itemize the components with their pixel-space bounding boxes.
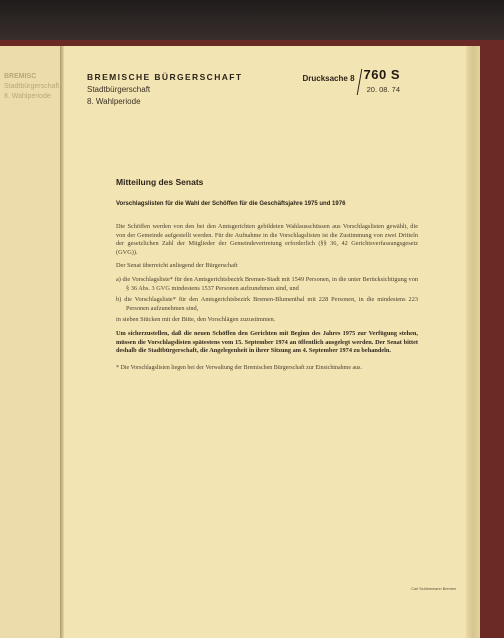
footnote: * Die Vorschlagslisten liegen bei der Verwaltung der Bremischen Bürgerschaft zur Einsichtnahme aus.	[116, 364, 362, 371]
letterhead	[87, 72, 242, 106]
list-item: b) die Vorschlagsliste* für den Amtsgerichtsbezirk Bremen-Blumenthal mit 228 Personen, in die mindestens 223 Personen aufzunehmen sind,	[116, 296, 418, 312]
list-item: a) die Vorschlagsliste* für den Amtsgerichtsbezirk Bremen-Stadt mit 1549 Personen, in die unter Berücksichtigung von § 36 Abs. 3 GVG mindestens 1537 Personen aufzunehmen sind, und	[116, 275, 418, 292]
ghost-text-org: BREMISC	[4, 73, 37, 80]
printer-imprint: Carl Schünemann Bremen	[411, 587, 456, 591]
document-number-block	[302, 67, 400, 95]
ghost-text-period: 8. Wahlperiode	[4, 93, 51, 100]
document-date: 20. 08. 74	[366, 85, 400, 94]
document-title: Mitteilung des Senats	[116, 177, 204, 187]
document-body	[116, 177, 418, 372]
drucksache-number: 760 S	[363, 67, 400, 82]
drucksache-label: Drucksache 8	[302, 74, 355, 83]
list-items	[116, 276, 418, 313]
previous-page-edge	[0, 46, 62, 638]
slash-divider	[356, 69, 362, 95]
paragraph-request: in sieben Stücken mit der Bitte, den Vorschlägen zuzustimmen.	[116, 316, 276, 324]
chamber-name: Stadtbürgerschaft	[87, 85, 151, 94]
binder-top	[0, 0, 504, 42]
page-stack-edge	[466, 46, 480, 638]
organization-name: BREMISCHE BÜRGERSCHAFT	[87, 72, 243, 82]
document-page	[64, 46, 466, 638]
legislative-period: 8. Wahlperiode	[87, 97, 141, 106]
document-subject: Vorschlagslisten für die Wahl der Schöffen für die Geschäftsjahre 1975 und 1976	[116, 201, 346, 207]
paragraph-intro: Die Schöffen werden von den bei den Amtsgerichten gebildeten Wahlausschüssen aus Vorschlagslisten gewählt, die von der Gemeinde aufgestellt werden. Für die Aufnahme in die Vorschlagslisten ist die Zustimmung von zwei Dritteln der gesetzlichen Zahl der Mitglieder der Gemeindevertretung erforderlich (§§ 36, 42 Gerichtsverfassungsgesetz (GVG)).	[116, 223, 418, 256]
paragraph-transmittal: Der Senat überreicht anliegend der Bürgerschaft	[116, 262, 238, 270]
paragraph-deadline: Um sicherzustellen, daß die neuen Schöffen den Gerichten mit Beginn des Jahres 1975 zur Verfügung stehen, müssen die Vorschlagslisten spätestens vom 15. September 1974 an öffentlich ausgelegt werden. Der Senat bittet deshalb die Stadtbürgerschaft, die Angelegenheit in ihrer Sitzung am 4. September 1974 zu behandeln.	[116, 329, 418, 355]
ghost-text-chamber: Stadtbürgerschaft	[4, 83, 60, 90]
